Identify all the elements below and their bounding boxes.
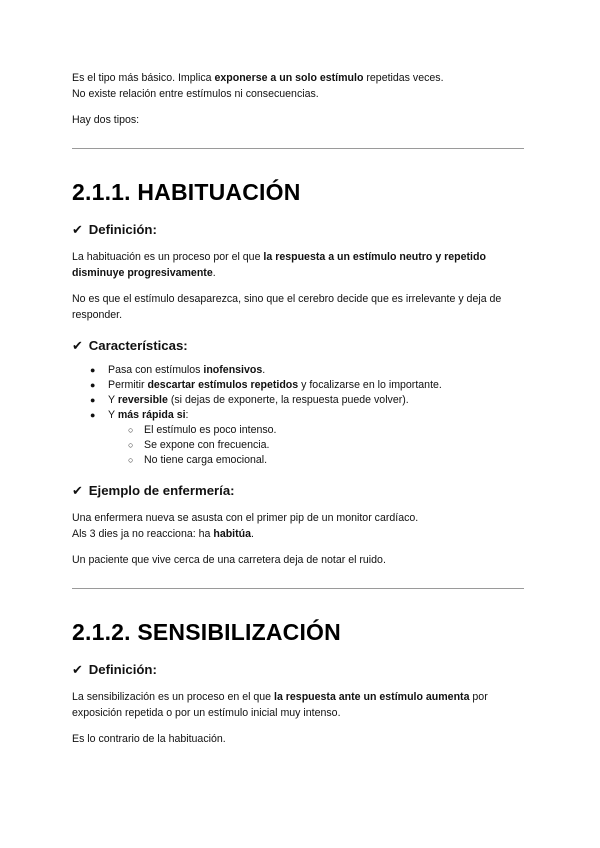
sub-list-item: ○ No tiene carga emocional. [128,454,268,466]
bullet-icon: ● [90,395,96,405]
ejemplo-line-1: Una enfermera nueva se asusta con el primer pip de un monitor cardíaco. [72,512,419,524]
list-item: ● Permitir descartar estímulos repetidos y focalizarse en lo importante. [90,379,442,391]
check-icon: ✔ [72,222,84,237]
bullet-icon: ● [90,380,96,390]
list-item: ● Pasa con estímulos inofensivos. [90,364,266,376]
list-item: ● Y reversible (si dejas de exponerte, la respuesta puede volver). [90,394,409,406]
heading-ejemplo: ✔ Ejemplo de enfermería: [72,483,235,498]
sub-list [108,423,532,468]
definicion-note: No es que el estímulo desaparezca, sino que el cerebro decide que es irrelevante y deja de responder. [72,293,502,321]
sensibilizacion-paragraph: La sensibilización es un proceso en el que la respuesta ante un estímulo aumenta por exposición repetida o por un estímulo inicial muy intenso. [72,691,488,719]
intro-line-1: Es el tipo más básico. Implica exponerse a un solo estímulo repetidas veces. [72,72,444,84]
section-title-habituacion: 2.1.1. HABITUACIÓN [72,179,301,205]
circle-bullet-icon: ○ [128,455,134,465]
check-icon: ✔ [72,483,84,498]
circle-bullet-icon: ○ [128,425,134,435]
section-title-sensibilizacion: 2.1.2. SENSIBILIZACIÓN [72,619,341,645]
caracteristicas-list [72,363,532,468]
ejemplo-line-2: Als 3 dies ja no reacciona: ha habitúa. [72,528,254,540]
ejemplo-line-3: Un paciente que vive cerca de una carretera deja de notar el ruido. [72,554,386,566]
heading-caracteristicas: ✔ Características: [72,338,188,353]
sensibilizacion-note: Es lo contrario de la habituación. [72,733,226,745]
check-icon: ✔ [72,662,84,677]
sub-list-item: ○ El estímulo es poco intenso. [128,424,277,436]
sub-list-item: ○ Se expone con frecuencia. [128,439,270,451]
document-page [72,70,532,747]
bullet-icon: ● [90,410,96,420]
circle-bullet-icon: ○ [128,440,134,450]
heading-definicion: ✔ Definición: [72,222,157,237]
check-icon: ✔ [72,338,84,353]
intro-line-3: Hay dos tipos: [72,114,140,126]
heading-definicion: ✔ Definición: [72,662,157,677]
bullet-icon: ● [90,365,96,375]
list-item: ● Y más rápida si: ○ El estímulo es poco intenso. ○ Se expone con frecuencia. ○ No tiene carga emocional. [72,408,532,468]
intro-line-2: No existe relación entre estímulos ni consecuencias. [72,88,319,100]
definicion-paragraph: La habituación es un proceso por el que la respuesta a un estímulo neutro y repetido disminuye progresivamente. [72,251,486,279]
